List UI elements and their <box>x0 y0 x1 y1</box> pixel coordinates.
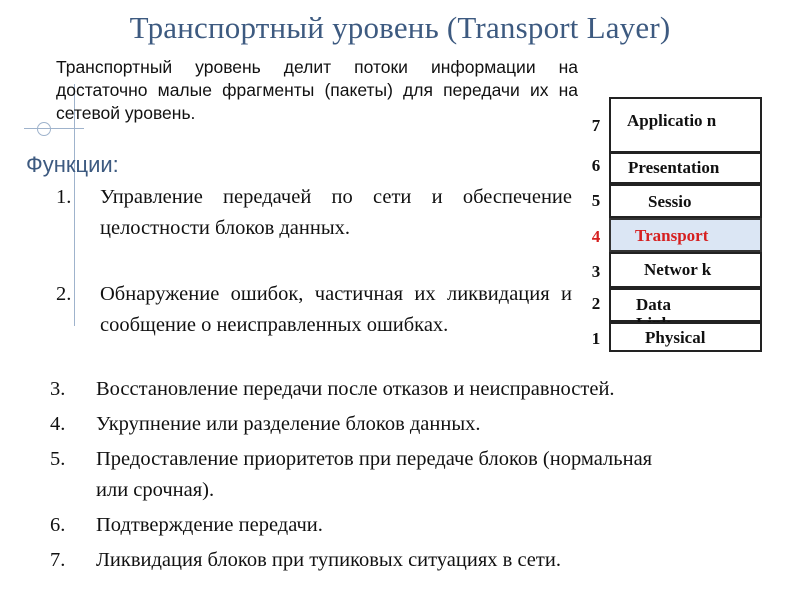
function-item-1 <box>56 182 572 244</box>
function-number: 6. <box>50 514 66 536</box>
osi-layer-transport <box>609 218 762 252</box>
function-text: Укрупнение или разделение блоков данных. <box>96 413 481 435</box>
osi-layer-data-link <box>609 288 762 322</box>
function-number: 7. <box>50 549 66 571</box>
osi-layer-number: 2 <box>591 294 601 313</box>
functions-heading: Функции: <box>26 152 119 177</box>
function-item-3 <box>50 374 790 405</box>
function-text: Обнаружение ошибок, частичная их ликвидация и сообщение о неисправленных ошибках. <box>100 283 572 336</box>
function-item-5 <box>50 444 660 506</box>
osi-layer-label: Networ k <box>644 260 712 279</box>
osi-layer-label: Physical <box>645 328 706 347</box>
osi-layer-label: Sessio <box>648 192 692 211</box>
function-number: 5. <box>50 448 66 470</box>
function-number: 2. <box>56 283 72 305</box>
function-number: 1. <box>56 186 72 208</box>
intro-paragraph: Транспортный уровень делит потоки информации на достаточно малые фрагменты (пакеты) для передачи их на сетевой уровень. <box>56 57 578 123</box>
function-number: 3. <box>50 378 66 400</box>
osi-layer-number: 7 <box>591 116 601 135</box>
function-item-4 <box>50 409 790 440</box>
osi-layer-label: Presentation <box>628 158 720 177</box>
osi-layer-number: 5 <box>591 191 601 210</box>
osi-layer-session <box>609 184 762 218</box>
function-text: Предоставление приоритетов при передаче блоков (нормальная или срочная). <box>96 448 653 501</box>
function-text: Подтверждение передачи. <box>96 514 323 536</box>
function-number: 4. <box>50 413 66 435</box>
osi-layer-application <box>609 97 762 153</box>
function-text: Ликвидация блоков при тупиковых ситуациях в сети. <box>96 549 561 571</box>
osi-layer-network <box>609 252 762 288</box>
decorative-circle <box>37 122 51 136</box>
osi-layer-number: 4 <box>591 227 601 246</box>
osi-layer-number: 6 <box>591 156 601 175</box>
osi-layer-label: Data <box>636 295 671 314</box>
decorative-horizontal-line <box>24 128 84 129</box>
function-item-7 <box>50 545 790 576</box>
osi-layer-physical <box>609 322 762 352</box>
function-text: Управление передачей по сети и обеспечение целостности блоков данных. <box>100 186 572 239</box>
function-item-2 <box>56 279 572 341</box>
function-text: Восстановление передачи после отказов и неисправностей. <box>96 378 615 400</box>
slide-title: Транспортный уровень (Transport Layer) <box>129 10 671 45</box>
osi-layer-number: 3 <box>591 262 601 281</box>
osi-layer-label: Applicatio n <box>627 111 717 130</box>
osi-layer-presentation <box>609 152 762 184</box>
osi-layer-number: 1 <box>591 329 601 348</box>
osi-layer-label: Transport <box>635 226 709 245</box>
function-item-6 <box>50 510 790 541</box>
